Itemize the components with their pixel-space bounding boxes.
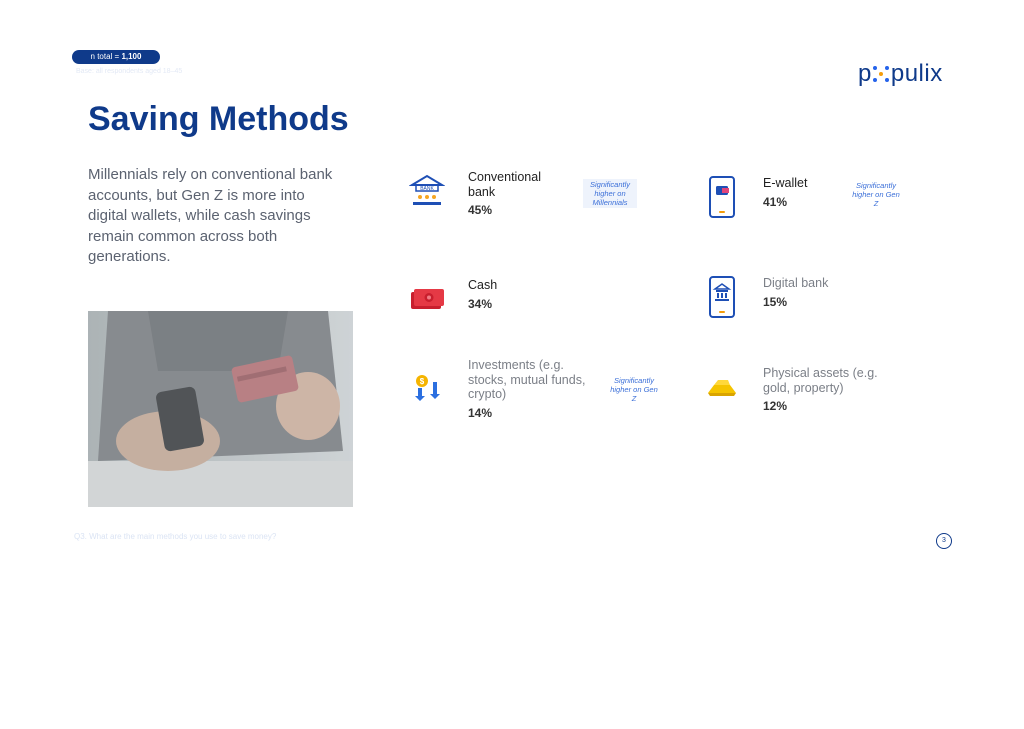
photo-person-phone-card: [88, 311, 353, 507]
item-physical-assets: [701, 366, 888, 413]
item-label: E-wallet: [763, 176, 808, 190]
sample-size-badge: [72, 50, 160, 64]
logo-text-start: p: [858, 60, 872, 87]
item-label: Cash: [468, 278, 498, 292]
page-title: Saving Methods: [88, 100, 349, 138]
logo-dots-icon: [873, 66, 889, 82]
significance-note: Significantly higher on Millennials: [583, 179, 637, 208]
item-label: Digital bank: [763, 276, 829, 290]
item-label: Conventional bank: [468, 170, 541, 199]
summary-text: Millennials rely on conventional bank accounts, but Gen Z is more into digital wallets, while cash savings remain common across both generations.: [88, 166, 333, 265]
populix-logo: [858, 60, 943, 88]
phone-wallet-icon: [701, 176, 743, 218]
significance-note: Significantly higher on Gen Z: [852, 181, 900, 208]
logo-text-end: pulix: [890, 60, 943, 87]
item-label: Investments (e.g. stocks, mutual funds, crypto): [468, 358, 586, 401]
question-footnote: Q3. What are the main methods you use to save money?: [74, 532, 277, 541]
svg-text:BANK: BANK: [420, 186, 434, 192]
investment-icon: [406, 366, 448, 408]
item-investments: [406, 358, 588, 420]
item-cash: [406, 278, 497, 320]
item-percent: 41%: [763, 194, 788, 209]
phone-bank-icon: [701, 276, 743, 318]
bank-icon: [406, 170, 448, 212]
significance-note: Significantly higher on Gen Z: [610, 376, 658, 403]
badge-prefix: n total =: [90, 52, 122, 61]
item-percent: 45%: [468, 203, 493, 217]
gold-bars-icon: [701, 366, 743, 408]
page-number: 3: [936, 533, 952, 549]
item-digital-bank: [701, 276, 828, 318]
item-percent: 15%: [763, 294, 788, 309]
cash-icon: [406, 278, 448, 320]
item-percent: 34%: [468, 296, 493, 311]
base-note: Base: all respondents aged 18–45: [76, 68, 183, 75]
item-label: Physical assets (e.g. gold, property): [763, 366, 878, 395]
item-e-wallet: [701, 176, 807, 218]
item-percent: 12%: [763, 399, 788, 413]
item-conventional-bank: [406, 170, 562, 217]
item-percent: 14%: [468, 405, 493, 420]
svg-text:$: $: [419, 377, 425, 386]
badge-value: 1,100: [121, 52, 142, 61]
